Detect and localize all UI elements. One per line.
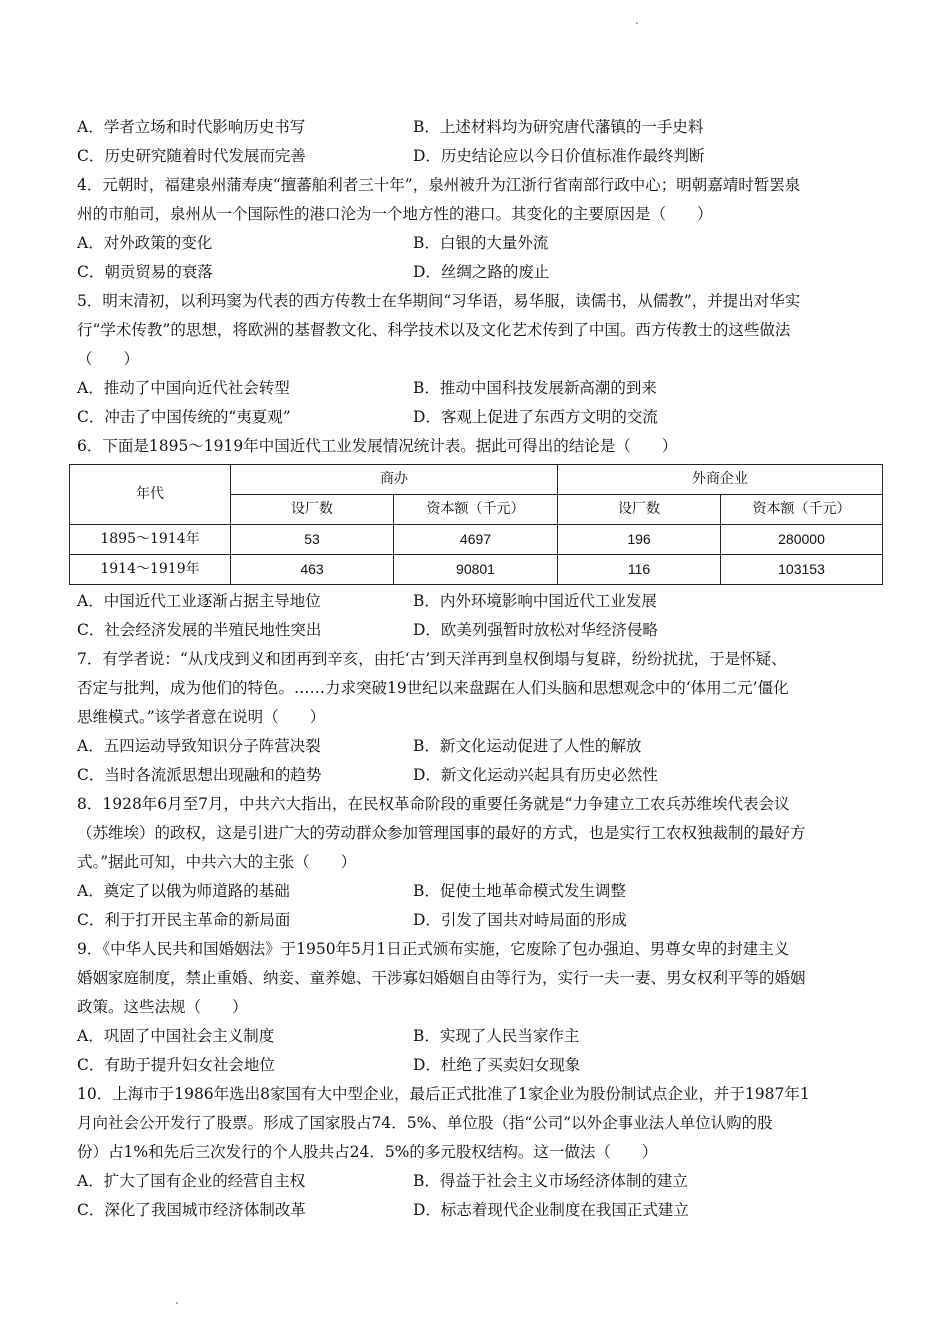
q5-option-c[interactable]: C．冲击了中国传统的“夷夏观”: [77, 408, 291, 426]
q7-option-a[interactable]: A．五四运动导致知识分子阵营决裂: [77, 737, 321, 755]
q5-stem-line-2: 行“学术传教”的思想，将欧洲的基督教文化、科学技术以及文化艺术传到了中国。西方传教士的这些做法: [77, 321, 791, 339]
q7-stem-line-2: 否定与批判，成为他们的特色。……力求突破19世纪以来盘踞在人们头脑和思想观念中的‘体用二元’僵化: [77, 679, 789, 697]
table-row: [70, 555, 883, 585]
private-capital-cell: 4697: [394, 525, 558, 555]
q6-option-a[interactable]: A．中国近代工业逐渐占据主导地位: [77, 592, 321, 610]
q5-option-b[interactable]: B．推动中国科技发展新高潮的到来: [413, 379, 657, 397]
q3-option-b[interactable]: B．上述材料均为研究唐代藩镇的一手史料: [413, 118, 704, 136]
q10-option-d[interactable]: D．标志着现代企业制度在我国正式建立: [413, 1201, 689, 1219]
private-factory-count-cell: 463: [231, 555, 394, 585]
q4-stem-line-2: 州的市舶司，泉州从一个国际性的港口沦为一个地方性的港口。其变化的主要原因是（ ）: [77, 205, 713, 223]
q5-stem-line-3: （ ）: [77, 350, 140, 368]
private-factory-count-header: 设厂数: [231, 495, 394, 525]
q7-option-d[interactable]: D．新文化运动兴起具有历史必然性: [413, 766, 658, 784]
q8-option-b[interactable]: B．促使土地革命模式发生调整: [413, 882, 626, 900]
q6-options-row-2: [77, 616, 882, 645]
q9-option-b[interactable]: B．实现了人民当家作主: [413, 1027, 580, 1045]
q3-option-a[interactable]: A．学者立场和时代影响历史书写: [77, 118, 306, 136]
q8-stem-line-3: 式。”据此可知，中共六大的主张（ ）: [77, 853, 357, 871]
q9-stem-line-2: 婚姻家庭制度，禁止重婚、纳妾、童养媳、干涉寡妇婚姻自由等行为，实行一夫一妻、男女权利平等的婚姻: [77, 969, 806, 987]
foreign-capital-cell: 103153: [721, 555, 883, 585]
q7-option-c[interactable]: C．当时各流派思想出现融和的趋势: [77, 766, 322, 784]
private-capital-header: 资本额（千元）: [394, 495, 558, 525]
table-row: [70, 525, 883, 555]
q6-option-b[interactable]: B．内外环境影响中国近代工业发展: [413, 592, 657, 610]
q5-option-d[interactable]: D．客观上促进了东西方文明的交流: [413, 408, 658, 426]
q4-option-c[interactable]: C．朝贡贸易的衰落: [77, 263, 213, 281]
period-cell: 1895～1914年: [70, 525, 231, 555]
q9-option-c[interactable]: C．有助于提升妇女社会地位: [77, 1056, 275, 1074]
q3-options-row-1: [77, 113, 882, 142]
private-factory-count-cell: 53: [231, 525, 394, 555]
q5-options-row-1: [77, 374, 882, 403]
q10-stem-line-1: 10．上海市于1986年选出8家国有大中型企业，最后正式批准了1家企业为股份制试点企业，并于1987年1: [77, 1085, 810, 1103]
private-capital-cell: 90801: [394, 555, 558, 585]
q8-option-d[interactable]: D．引发了国共对峙局面的形成: [413, 911, 627, 929]
q10-option-b[interactable]: B．得益于社会主义市场经济体制的建立: [413, 1172, 688, 1190]
q5-stem-line-1: 5．明末清初，以利玛窦为代表的西方传教士在华期间“习华语，易华服，读儒书，从儒教”，并提出对华实: [77, 292, 801, 310]
industry-statistics-table: [69, 464, 883, 585]
q8-stem-line-2: （苏维埃）的政权，这是引进广大的劳动群众参加管理国事的最好的方式，也是实行工农权独裁制的最好方: [77, 824, 806, 842]
q3-option-c[interactable]: C．历史研究随着时代发展而完善: [77, 147, 306, 165]
q9-options-row-1: [77, 1022, 882, 1051]
q9-stem-line-3: 政策。这些法规（ ）: [77, 998, 248, 1016]
foreign-capital-cell: 280000: [721, 525, 883, 555]
year-header: 年代: [70, 465, 231, 525]
q4-option-b[interactable]: B．白银的大量外流: [413, 234, 549, 252]
q9-option-d[interactable]: D．杜绝了买卖妇女现象: [413, 1056, 581, 1074]
q6-option-c[interactable]: C．社会经济发展的半殖民地性突出: [77, 621, 322, 639]
foreign-enterprise-header: 外商企业: [558, 465, 883, 495]
q5-option-a[interactable]: A．推动了中国向近代社会转型: [77, 379, 290, 397]
foreign-factory-count-cell: 116: [558, 555, 721, 585]
q10-stem-line-2: 月向社会公开发行了股票。形成了国家股占74．5%、单位股（指“公司”以外企事业法人单位认购的股: [77, 1114, 773, 1132]
q4-option-a[interactable]: A．对外政策的变化: [77, 234, 213, 252]
q8-option-c[interactable]: C．利于打开民主革命的新局面: [77, 911, 291, 929]
page-mark-dot: [176, 1302, 178, 1304]
q7-stem-line-3: 思维模式。”该学者意在说明（ ）: [77, 708, 326, 726]
q7-options-row-1: [77, 732, 882, 761]
q6-option-d[interactable]: D．欧美列强暂时放松对华经济侵略: [413, 621, 658, 639]
q9-options-row-2: [77, 1051, 882, 1080]
q8-options-row-1: [77, 877, 882, 906]
q3-option-d[interactable]: D．历史结论应以今日价值标准作最终判断: [413, 147, 705, 165]
q5-options-row-2: [77, 403, 882, 432]
foreign-factory-count-header: 设厂数: [558, 495, 721, 525]
q3-options-row-2: [77, 142, 882, 171]
q6-options-row-1: [77, 587, 882, 616]
q9-option-a[interactable]: A．巩固了中国社会主义制度: [77, 1027, 275, 1045]
q10-option-c[interactable]: C．深化了我国城市经济体制改革: [77, 1201, 306, 1219]
q8-stem-line-1: 8．1928年6月至7月，中共六大指出，在民权革命阶段的重要任务就是“力争建立工农兵苏维埃代表会议: [77, 795, 790, 813]
q9-stem-line-1: 9．《中华人民共和国婚姻法》于1950年5月1日正式颁布实施，它废除了包办强迫、男尊女卑的封建主义: [77, 940, 790, 958]
q10-stem-line-3: 份）占1%和先后三次发行的个人股共占24．5%的多元股权结构。这一做法（ ）: [77, 1143, 658, 1161]
q7-option-b[interactable]: B．新文化运动促进了人性的解放: [413, 737, 642, 755]
foreign-factory-count-cell: 196: [558, 525, 721, 555]
q7-stem-line-1: 7．有学者说：“从戊戌到义和团再到辛亥，由托‘古’到天洋再到皇权倒塌与复辟，纷纷扰扰，于是怀疑、: [77, 650, 787, 668]
q4-stem-line-1: 4．元朝时，福建泉州蒲寿庚“擅蕃舶利者三十年”，泉州被升为江浙行省南部行政中心；明朝嘉靖时暂罢泉: [77, 176, 801, 194]
q10-options-row-1: [77, 1167, 882, 1196]
q4-options-row-2: [77, 258, 882, 287]
q10-options-row-2: [77, 1196, 882, 1225]
q8-option-a[interactable]: A．奠定了以俄为师道路的基础: [77, 882, 290, 900]
table-header-row: [70, 465, 883, 495]
q8-options-row-2: [77, 906, 882, 935]
q10-option-a[interactable]: A．扩大了国有企业的经营自主权: [77, 1172, 306, 1190]
question-list: [77, 113, 882, 1225]
q7-options-row-2: [77, 761, 882, 790]
q4-option-d[interactable]: D．丝绸之路的废止: [413, 263, 550, 281]
page-mark-dot: [636, 22, 638, 24]
q4-options-row-1: [77, 229, 882, 258]
foreign-capital-header: 资本额（千元）: [721, 495, 883, 525]
period-cell: 1914～1919年: [70, 555, 231, 585]
private-enterprise-header: 商办: [231, 465, 558, 495]
q6-stem-line-1: 6．下面是1895～1919年中国近代工业发展情况统计表。据此可得出的结论是（ ）: [77, 437, 678, 455]
